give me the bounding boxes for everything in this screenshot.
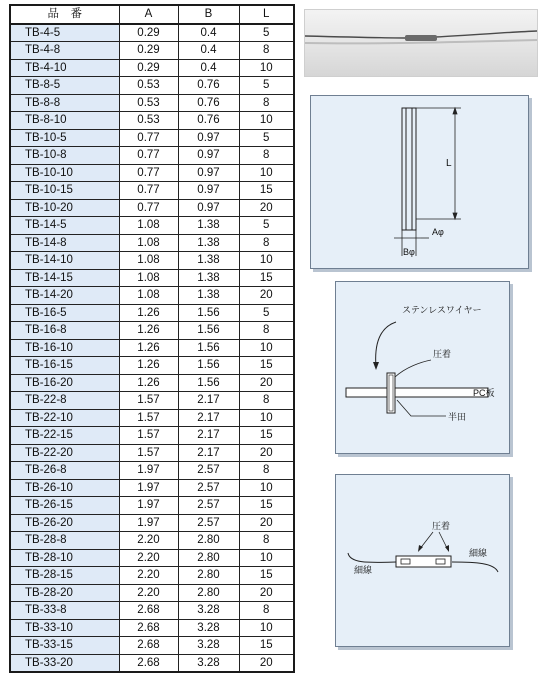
table-row — [10, 654, 294, 672]
cell-b-value: 0.4 — [178, 59, 239, 77]
cell-part-number: TB-10-5 — [10, 129, 119, 147]
table-row — [10, 199, 294, 217]
tube-outline — [402, 108, 416, 230]
cell-b-value: 2.80 — [178, 549, 239, 567]
cell-b-value: 3.28 — [178, 602, 239, 620]
cell-a-value: 1.26 — [119, 357, 178, 375]
table-row — [10, 444, 294, 462]
cell-part-number: TB-10-20 — [10, 199, 119, 217]
cell-l-value: 20 — [239, 444, 294, 462]
cell-part-number: TB-22-8 — [10, 392, 119, 410]
cell-l-value: 10 — [239, 409, 294, 427]
cell-part-number: TB-10-10 — [10, 164, 119, 182]
table-row — [10, 59, 294, 77]
cell-a-value: 1.26 — [119, 374, 178, 392]
cell-a-value: 1.26 — [119, 339, 178, 357]
cell-l-value: 5 — [239, 24, 294, 42]
cell-l-value: 10 — [239, 339, 294, 357]
pc-board — [346, 388, 488, 397]
crimp-leader — [395, 360, 431, 377]
cell-a-value: 2.20 — [119, 549, 178, 567]
cell-part-number: TB-8-5 — [10, 77, 119, 95]
table-row — [10, 24, 294, 42]
length-label: L — [446, 158, 452, 169]
cell-a-value: 1.57 — [119, 444, 178, 462]
cell-b-value: 2.57 — [178, 497, 239, 515]
cell-b-value: 1.56 — [178, 339, 239, 357]
cell-a-value: 2.68 — [119, 637, 178, 655]
solder-label: 半田 — [448, 412, 467, 422]
cell-part-number: TB-16-5 — [10, 304, 119, 322]
table-row — [10, 182, 294, 200]
cell-a-value: 2.68 — [119, 602, 178, 620]
cell-b-value: 2.17 — [178, 444, 239, 462]
cell-part-number: TB-4-10 — [10, 59, 119, 77]
cell-a-value: 1.57 — [119, 427, 178, 445]
cell-b-value: 3.28 — [178, 654, 239, 672]
cell-b-value: 2.17 — [178, 392, 239, 410]
cell-l-value: 10 — [239, 479, 294, 497]
cell-l-value: 15 — [239, 269, 294, 287]
cell-a-value: 0.29 — [119, 59, 178, 77]
cell-l-value: 8 — [239, 532, 294, 550]
length-dimension — [416, 108, 461, 219]
cell-l-value: 15 — [239, 182, 294, 200]
cell-b-value: 0.97 — [178, 147, 239, 165]
cell-part-number: TB-16-8 — [10, 322, 119, 340]
table-row — [10, 339, 294, 357]
cell-b-value: 0.97 — [178, 182, 239, 200]
cell-part-number: TB-8-8 — [10, 94, 119, 112]
cell-part-number: TB-33-8 — [10, 602, 119, 620]
cell-b-value: 3.28 — [178, 619, 239, 637]
cell-l-value: 8 — [239, 42, 294, 60]
board-label: PC板 — [473, 388, 495, 398]
table-row — [10, 602, 294, 620]
cell-b-value: 0.76 — [178, 94, 239, 112]
cell-l-value: 10 — [239, 59, 294, 77]
table-row — [10, 147, 294, 165]
cell-part-number: TB-28-8 — [10, 532, 119, 550]
table-header-row — [10, 5, 294, 24]
cell-a-value: 0.77 — [119, 147, 178, 165]
inner-dia-label: Aφ — [432, 227, 444, 237]
table-row — [10, 584, 294, 602]
table-row — [10, 374, 294, 392]
cell-part-number: TB-33-20 — [10, 654, 119, 672]
cell-part-number: TB-26-20 — [10, 514, 119, 532]
table-row — [10, 269, 294, 287]
table-row — [10, 619, 294, 637]
cell-b-value: 1.38 — [178, 234, 239, 252]
cell-b-value: 1.56 — [178, 322, 239, 340]
table-row — [10, 427, 294, 445]
cell-l-value: 15 — [239, 637, 294, 655]
splice-tube — [396, 556, 451, 567]
cell-part-number: TB-14-15 — [10, 269, 119, 287]
cell-a-value: 0.53 — [119, 77, 178, 95]
table-row — [10, 514, 294, 532]
product-photo — [304, 9, 538, 77]
cell-a-value: 0.77 — [119, 129, 178, 147]
cell-b-value: 3.28 — [178, 637, 239, 655]
cell-part-number: TB-14-8 — [10, 234, 119, 252]
cell-b-value: 1.56 — [178, 357, 239, 375]
cell-a-value: 1.57 — [119, 392, 178, 410]
cell-b-value: 0.97 — [178, 164, 239, 182]
cell-a-value: 1.97 — [119, 462, 178, 480]
cell-part-number: TB-16-20 — [10, 374, 119, 392]
cell-a-value: 2.68 — [119, 654, 178, 672]
cell-part-number: TB-22-10 — [10, 409, 119, 427]
table-row — [10, 94, 294, 112]
header-part-number: 品 番 — [10, 5, 119, 24]
wire-splice-diagram — [335, 474, 510, 647]
cell-part-number: TB-22-20 — [10, 444, 119, 462]
cell-part-number: TB-33-15 — [10, 637, 119, 655]
cell-a-value: 0.29 — [119, 24, 178, 42]
cell-l-value: 8 — [239, 147, 294, 165]
cell-b-value: 2.80 — [178, 532, 239, 550]
cell-part-number: TB-22-15 — [10, 427, 119, 445]
cell-a-value: 0.53 — [119, 112, 178, 130]
splice-crimp-label: 圧着 — [432, 521, 451, 531]
header-b: B — [178, 5, 239, 24]
table-row — [10, 77, 294, 95]
cell-a-value: 2.20 — [119, 532, 178, 550]
table-row — [10, 637, 294, 655]
hidden-lines — [406, 184, 412, 228]
dimension-diagram — [310, 95, 529, 269]
cell-a-value: 1.26 — [119, 304, 178, 322]
table-row — [10, 497, 294, 515]
cell-l-value: 15 — [239, 357, 294, 375]
cell-l-value: 5 — [239, 304, 294, 322]
cell-part-number: TB-33-10 — [10, 619, 119, 637]
cell-l-value: 8 — [239, 392, 294, 410]
cell-l-value: 20 — [239, 584, 294, 602]
cell-l-value: 20 — [239, 287, 294, 305]
cell-a-value: 2.20 — [119, 584, 178, 602]
cell-a-value: 1.08 — [119, 217, 178, 235]
cell-part-number: TB-16-15 — [10, 357, 119, 375]
cell-b-value: 2.80 — [178, 584, 239, 602]
pcb-mount-diagram — [335, 281, 510, 454]
cell-l-value: 8 — [239, 462, 294, 480]
cell-a-value: 2.20 — [119, 567, 178, 585]
cell-part-number: TB-16-10 — [10, 339, 119, 357]
left-thin-wire — [348, 553, 396, 562]
cell-b-value: 1.56 — [178, 374, 239, 392]
cell-a-value: 2.68 — [119, 619, 178, 637]
cell-b-value: 0.4 — [178, 42, 239, 60]
cell-l-value: 10 — [239, 164, 294, 182]
cell-part-number: TB-26-10 — [10, 479, 119, 497]
cell-b-value: 1.38 — [178, 217, 239, 235]
cell-b-value: 1.56 — [178, 304, 239, 322]
wire-label: ステンレスワイヤー — [402, 305, 482, 315]
cell-b-value: 2.17 — [178, 427, 239, 445]
cell-l-value: 10 — [239, 112, 294, 130]
cell-a-value: 1.08 — [119, 234, 178, 252]
cell-l-value: 20 — [239, 374, 294, 392]
cell-l-value: 5 — [239, 77, 294, 95]
cell-a-value: 0.77 — [119, 164, 178, 182]
table-row — [10, 532, 294, 550]
cell-b-value: 2.57 — [178, 479, 239, 497]
table-row — [10, 252, 294, 270]
table-row — [10, 479, 294, 497]
crimp-label: 圧着 — [433, 349, 452, 359]
cell-l-value: 15 — [239, 567, 294, 585]
cell-b-value: 2.57 — [178, 514, 239, 532]
cell-l-value: 20 — [239, 514, 294, 532]
cell-l-value: 15 — [239, 497, 294, 515]
cell-part-number: TB-14-5 — [10, 217, 119, 235]
header-l: L — [239, 5, 294, 24]
cell-b-value: 0.97 — [178, 199, 239, 217]
outer-dia-label: Bφ — [403, 247, 415, 257]
cell-part-number: TB-4-8 — [10, 42, 119, 60]
cell-a-value: 0.53 — [119, 94, 178, 112]
cell-part-number: TB-10-15 — [10, 182, 119, 200]
table-row — [10, 549, 294, 567]
cell-a-value: 1.08 — [119, 287, 178, 305]
cell-b-value: 0.97 — [178, 129, 239, 147]
wire-curve — [376, 322, 396, 367]
table-row — [10, 462, 294, 480]
cell-part-number: TB-26-15 — [10, 497, 119, 515]
cell-l-value: 8 — [239, 322, 294, 340]
cell-part-number: TB-4-5 — [10, 24, 119, 42]
cell-a-value: 1.08 — [119, 252, 178, 270]
cell-part-number: TB-14-10 — [10, 252, 119, 270]
cell-part-number: TB-28-15 — [10, 567, 119, 585]
cell-a-value: 0.29 — [119, 42, 178, 60]
table-row — [10, 129, 294, 147]
table-row — [10, 409, 294, 427]
table-row — [10, 112, 294, 130]
table-row — [10, 287, 294, 305]
table-row — [10, 164, 294, 182]
right-wire-label: 細線 — [469, 548, 488, 558]
cell-part-number: TB-8-10 — [10, 112, 119, 130]
cell-a-value: 0.77 — [119, 182, 178, 200]
table-row — [10, 42, 294, 60]
cell-l-value: 5 — [239, 129, 294, 147]
table-row — [10, 567, 294, 585]
tube-terminal — [387, 373, 395, 413]
cell-part-number: TB-14-20 — [10, 287, 119, 305]
cell-b-value: 0.4 — [178, 24, 239, 42]
cell-a-value: 1.08 — [119, 269, 178, 287]
cell-l-value: 20 — [239, 199, 294, 217]
cell-b-value: 1.38 — [178, 287, 239, 305]
cell-a-value: 1.97 — [119, 479, 178, 497]
cell-l-value: 5 — [239, 217, 294, 235]
table-row — [10, 234, 294, 252]
cell-a-value: 1.97 — [119, 497, 178, 515]
cell-b-value: 2.57 — [178, 462, 239, 480]
cell-l-value: 8 — [239, 602, 294, 620]
table-row — [10, 217, 294, 235]
cell-l-value: 10 — [239, 619, 294, 637]
header-a: A — [119, 5, 178, 24]
cell-part-number: TB-10-8 — [10, 147, 119, 165]
cell-l-value: 15 — [239, 427, 294, 445]
cell-l-value: 8 — [239, 234, 294, 252]
left-wire-label: 細線 — [354, 565, 373, 575]
cell-b-value: 2.17 — [178, 409, 239, 427]
cell-part-number: TB-28-20 — [10, 584, 119, 602]
table-row — [10, 357, 294, 375]
cell-part-number: TB-28-10 — [10, 549, 119, 567]
table-row — [10, 322, 294, 340]
cell-b-value: 0.76 — [178, 77, 239, 95]
cell-b-value: 2.80 — [178, 567, 239, 585]
cell-a-value: 0.77 — [119, 199, 178, 217]
spec-table — [9, 4, 295, 673]
tube-sleeve — [405, 35, 437, 41]
cell-b-value: 0.76 — [178, 112, 239, 130]
cell-l-value: 10 — [239, 549, 294, 567]
cell-l-value: 10 — [239, 252, 294, 270]
table-row — [10, 304, 294, 322]
cell-b-value: 1.38 — [178, 252, 239, 270]
cell-l-value: 20 — [239, 654, 294, 672]
cell-a-value: 1.57 — [119, 409, 178, 427]
solder-leader — [397, 400, 446, 416]
cell-part-number: TB-26-8 — [10, 462, 119, 480]
cell-a-value: 1.26 — [119, 322, 178, 340]
cell-l-value: 8 — [239, 94, 294, 112]
table-row — [10, 392, 294, 410]
table-body — [10, 24, 294, 673]
cell-a-value: 1.97 — [119, 514, 178, 532]
cell-b-value: 1.38 — [178, 269, 239, 287]
right-thin-wire — [452, 562, 498, 572]
